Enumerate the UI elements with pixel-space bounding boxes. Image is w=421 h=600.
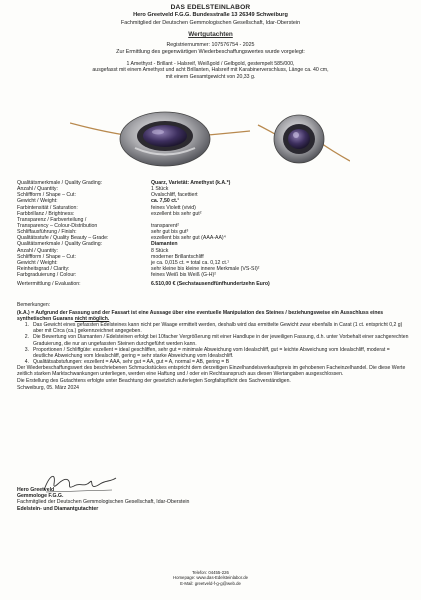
spec-label: Schliffform / Shape – Cut: [17, 253, 76, 260]
footer [0, 570, 421, 586]
footnote-item: 3. Proportionen / Schliffgüte: exzellent = ideal geschliffen, sehr gut = minimale Abweichung vom Idealschliff, gut = leichte Abweichung vom Idealschliff, moderat = deutliche Abweichung vom Idealschliff, gering = sehr starke Abweichung vom Idealschliff. [17, 347, 411, 359]
description-line: ausgefasst mit einem Amethyst und acht Brillanten, Halsreif mit Karabinerverschluss, Länge ca. 40 cm, [92, 67, 329, 74]
spec-value: Diamanten [151, 241, 178, 248]
spec-value: sehr gut bis gut³ [151, 229, 189, 236]
signature-block [17, 487, 189, 512]
spec-value: feines Weiß bis Weiß (G-H)² [151, 272, 216, 279]
spec-value: 8 Stück [151, 247, 169, 254]
spec-value: exzellent bis sehr gut (AAA-AA)⁴ [151, 235, 226, 242]
remarks-heading: Bemerkungen: [17, 302, 51, 308]
description-line: mit einem Gesamtgewicht von 20,33 g. [165, 73, 256, 80]
spec-value: ca. 7,50 ct.¹ [151, 198, 179, 205]
purpose-text: Zur Ermittlung des gegenwärtigen Wiederbeschaffungswertes wurde vorgelegt: [116, 49, 305, 55]
spec-label: Farbgraduierung / Colour: [17, 272, 77, 279]
replacement-value-paragraph: Der Wiederbeschaffungswert des beschriebenen Schmuckstückes entspricht dem derzeitigen Einzelhandelsverkaufspreis im gehobenen Facheinzelhandel. Die diese Werte zeitlich starken Marktschwankungen unterliegen, werden eine Haftung und / oder ein Rechtsanspruch aus diesen Wertangaben ausgeschlossen. [17, 364, 406, 378]
spec-value: exzellent bis sehr gut² [151, 210, 202, 217]
signatory-title: Gemmologe F.G.G. [17, 493, 64, 500]
spec-label: Qualitätsstufe / Quality Beauty – Grade: [17, 235, 109, 242]
footnote-text: Die Bewertung von Diamanten / Edelsteinen erfolgt bei 10facher Vergrößerung mit einer Handlupe in der jeweiligen Fassung, d.h. unter Vorbehalt einer sachgerechten Graduierung, die nur an ungefassten Steinen durchgeführt werden kann. [33, 334, 409, 347]
signatory-role: Edelstein- und Diamantgutachter [17, 505, 99, 512]
necklace-photo [70, 103, 350, 175]
spec-label: Schliffform / Shape – Cut: [17, 192, 76, 199]
lab-name: DAS EDELSTEINLABOR [170, 4, 251, 11]
spec-label: Qualitätsmerkmale / Quality Grading: [17, 180, 103, 186]
place-date: Schweiburg, 05. März 2024 [17, 385, 80, 392]
spec-value: Quarz, Varietät: Amethyst (k.A.*) [151, 180, 231, 186]
footnote-text: Qualitätsabstufungen: exzellent = AAA, sehr gut = AA, gut = A, normal = AB, gering = B [33, 358, 230, 365]
lab-membership: Fachmitglied der Deutschen Gemmologischen Gesellschaft, Idar-Oberstein [120, 20, 301, 26]
diligence-paragraph: Die Erstellung des Gutachtens erfolgte unter Beachtung der gesetzlich auferlegten Sorgfaltspflicht des Sachverständigen. [17, 378, 291, 385]
footnote-item: 1. Das Gewicht eines gefassten Edelsteines kann nicht per Waage ermittelt werden, deshalb wird das ermittelte Gewicht zwar ebenfalls in Carat (1 ct. entspricht 0,2 g) aber mit Circa (ca.) gekennzeichnet angegeben. [17, 322, 411, 334]
footnote-list [17, 322, 411, 365]
spec-value: Ovalschliff, facettiert [151, 192, 198, 199]
spec-label: Schliffausführung / Finish: [17, 229, 77, 236]
specification-table [17, 180, 407, 287]
signatory-name: Hero Greetveld [17, 487, 55, 493]
lab-address: Hero Greetveld F.G.G. Bundesstraße 13 26349 Schweiburg [133, 12, 288, 18]
evaluation-value: 6.510,00 € (Sechstausendfünfhundertzehn Euro) [151, 281, 270, 288]
spec-label: Reinheitsgrad / Clarity: [17, 265, 70, 272]
spec-label: Transparency – Colour-Distribution [17, 222, 98, 229]
description-line: 1 Amethyst - Brillant - Halsreif, Weißgold / Gelbgold, gestempelt 585/000, [126, 61, 295, 67]
footnote-item: 4. Qualitätsabstufungen: exzellent = AAA, sehr gut = AA, gut = A, normal = AB, gering = B [24, 358, 230, 365]
spec-label: Gewicht / Weight: [17, 259, 58, 266]
spec-label: Anzahl / Quantity: [17, 247, 58, 254]
evaluation-row [17, 281, 407, 287]
spec-value: moderner Brillantschliff [151, 253, 204, 260]
spec-label: Transparenz / Farbverteilung / [17, 216, 87, 223]
footnote-text: Das Gewicht eines gefassten Edelsteines kann nicht per Waage ermittelt werden, deshalb wird das ermittelte Gewicht zwar ebenfalls in Carat (1 ct. entspricht 0,2 g) aber mit Circa (ca.) gekennzeichnet angegeben. [33, 322, 403, 335]
spec-value: 1 Stück [151, 186, 169, 193]
spec-value: transparent² [151, 222, 179, 229]
spec-label: Gewicht / Weight: [17, 198, 58, 205]
footnote-text: Proportionen / Schliffgüte: exzellent = ideal geschliffen, sehr gut = minimale Abweichung vom Idealschliff, gut = leichte Abweichung vom Idealschliff, moderat = deutliche Abweichung vom Idealschliff, gering = sehr starke Abweichung vom Idealschliff. [33, 346, 390, 359]
spec-value: sehr kleine bis kleine innere Merkmale (VS-SI)² [151, 265, 260, 272]
disclaimer-main: (k.A.) = Aufgrund der Fassung und der Fassart ist eine Aussage über eine eventuelle Manipulation des Steines / beziehungsweise ein Ausschluss eines synthetischen Guarans [17, 310, 384, 323]
spec-label: Farbbrillanz / Brightness: [17, 210, 75, 217]
spec-label: Anzahl / Quantity: [17, 186, 58, 193]
footnote-item: 2. Die Bewertung von Diamanten / Edelsteinen erfolgt bei 10facher Vergrößerung mit einer Handlupe in der jeweiligen Fassung, d.h. unter Vorbehalt einer sachgerechten Graduierung, die nur an ungefassten Steinen durchgeführt werden kann. [17, 334, 411, 346]
item-description [30, 61, 391, 80]
spec-label: Farbintensität / Saturation: [17, 204, 78, 211]
footer-email: E-Mail: greetveld-f-g-g@web.de [180, 580, 241, 586]
disclaimer-text [17, 310, 411, 322]
spec-row [17, 272, 407, 278]
footer-phone: Telefon: 04455-226 [192, 570, 229, 575]
registration-number: Registriernummer: 107576754 - 2025 [166, 42, 255, 48]
remarks-section [17, 302, 411, 391]
document-title: Wertgutachten [188, 31, 233, 38]
disclaimer-emphasis: nicht möglich. [74, 316, 110, 323]
spec-value: feines Violett (vivid) [151, 204, 196, 211]
footer-homepage: Homepage: www.das-Edelsteinlabor.de [172, 575, 248, 581]
evaluation-label: Wertermittlung / Evaluation: [17, 281, 81, 288]
spec-value: je ca. 0,015 ct. = total ca. 0,12 ct.¹ [151, 259, 229, 266]
spec-label: Qualitätsmerkmale / Quality Grading: [17, 241, 103, 248]
signatory-membership: Fachmitglied der Deutschen Gemmologischen Gesellschaft, Idar-Oberstein [17, 499, 190, 506]
